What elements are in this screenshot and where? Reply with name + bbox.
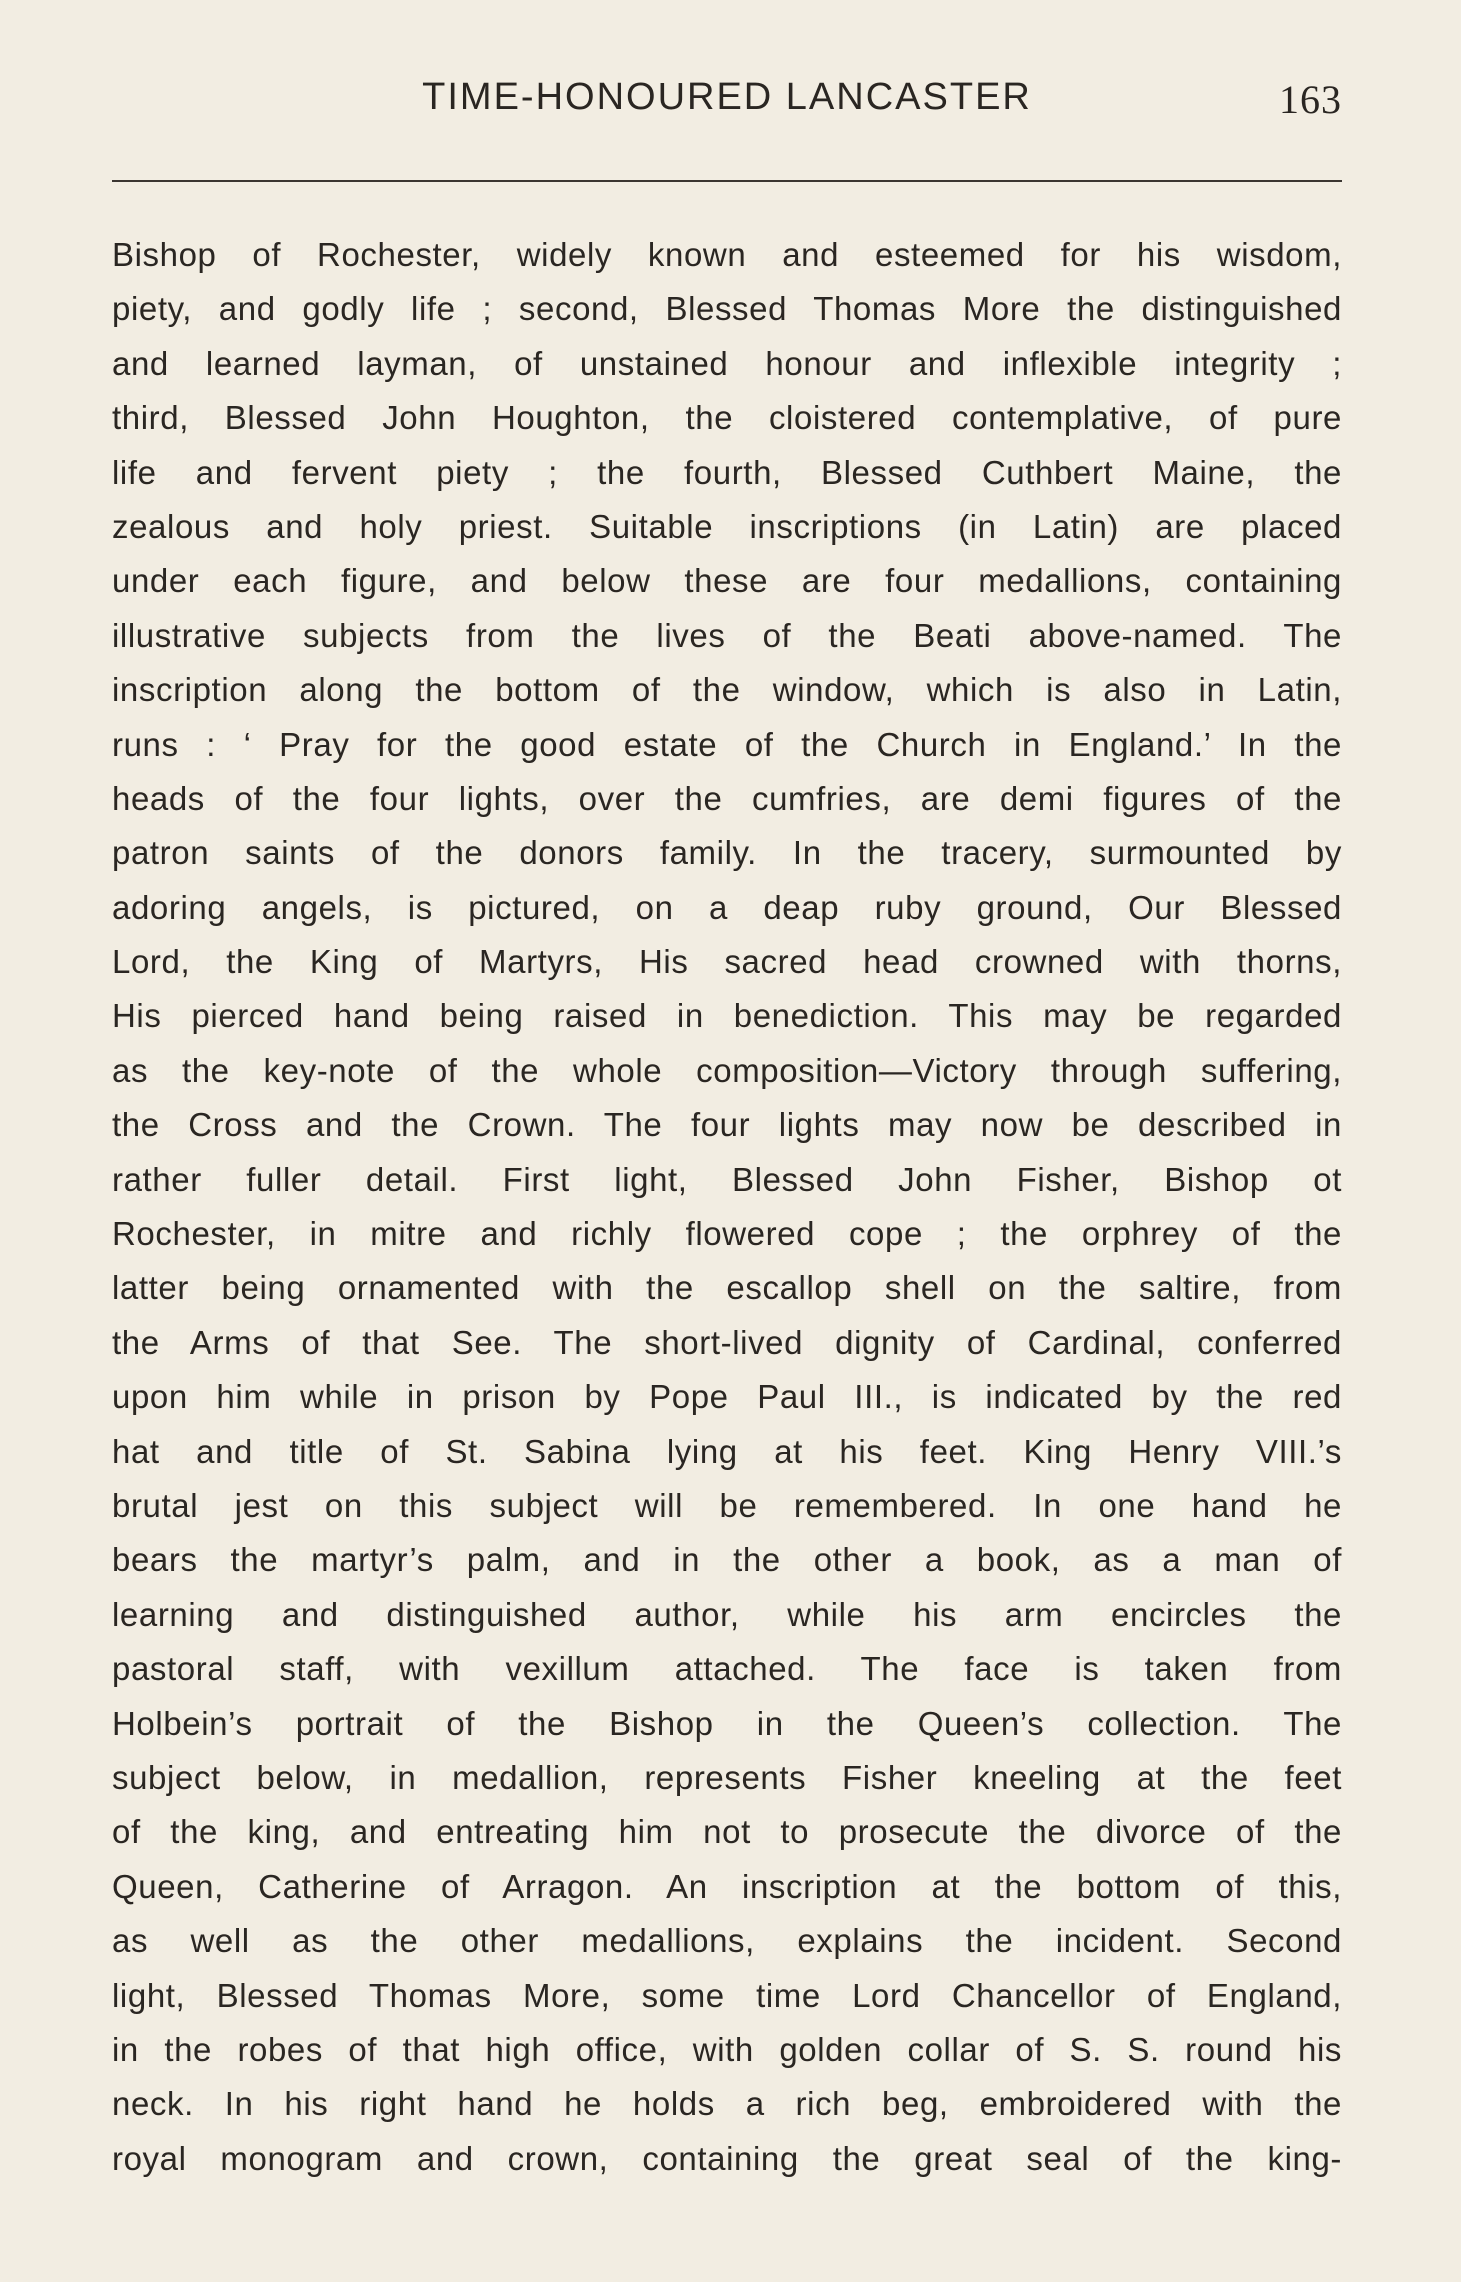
text-line: hat and title of St. Sabina lying at his feet. King Henry VIII.’s — [112, 1432, 1342, 1470]
text-line: of the king, and entreating him not to prosecute the divorce of the — [112, 1813, 1342, 1851]
text-line: pastoral staff, with vexillum attached. The face is taken from — [112, 1650, 1342, 1688]
text-line: Holbein’s portrait of the Bishop in the Queen’s collection. The — [112, 1704, 1342, 1742]
text-line: life and fervent piety ; the fourth, Blessed Cuthbert Maine, the — [112, 453, 1342, 491]
page-header — [112, 70, 1342, 130]
text-line: Bishop of Rochester, widely known and esteemed for his wisdom, — [112, 236, 1342, 273]
text-line: under each figure, and below these are four medallions, containing — [112, 562, 1342, 600]
text-line: neck. In his right hand he holds a rich beg, embroidered with the — [112, 2085, 1342, 2123]
running-title: TIME-HONOURED LANCASTER — [422, 76, 1032, 118]
text-line: upon him while in prison by Pope Paul III., is indicated by the red — [112, 1378, 1342, 1416]
text-line: zealous and holy priest. Suitable inscriptions (in Latin) are placed — [112, 507, 1342, 545]
body-text — [112, 228, 1342, 2186]
text-line: His pierced hand being raised in benediction. This may be regarded — [112, 997, 1342, 1035]
text-line: Queen, Catherine of Arragon. An inscription at the bottom of this, — [112, 1867, 1342, 1905]
text-line: in the robes of that high office, with golden collar of S. S. round his — [112, 2030, 1342, 2068]
text-line: Lord, the King of Martyrs, His sacred head crowned with thorns, — [112, 943, 1342, 981]
text-line: latter being ornamented with the escallop shell on the saltire, from — [112, 1269, 1342, 1307]
text-line: Rochester, in mitre and richly flowered cope ; the orphrey of the — [112, 1215, 1342, 1253]
text-line: heads of the four lights, over the cumfries, are demi figures of the — [112, 779, 1342, 817]
text-line: light, Blessed Thomas More, some time Lord Chancellor of England, — [112, 1976, 1342, 2014]
header-rule — [112, 180, 1342, 182]
text-line: the Arms of that See. The short-lived dignity of Cardinal, conferred — [112, 1323, 1342, 1361]
page-number: 163 — [1279, 77, 1342, 122]
text-line: the Cross and the Crown. The four lights may now be described in — [112, 1106, 1342, 1144]
text-line: illustrative subjects from the lives of the Beati above-named. The — [112, 616, 1342, 654]
text-line: piety, and godly life ; second, Blessed Thomas More the distinguished — [112, 290, 1342, 328]
text-line: adoring angels, is pictured, on a deap ruby ground, Our Blessed — [112, 888, 1342, 926]
text-line: subject below, in medallion, represents Fisher kneeling at the feet — [112, 1758, 1342, 1796]
text-line: inscription along the bottom of the window, which is also in Latin, — [112, 671, 1342, 709]
text-line: bears the martyr’s palm, and in the other a book, as a man of — [112, 1541, 1342, 1579]
text-line: brutal jest on this subject will be remembered. In one hand he — [112, 1486, 1342, 1524]
text-line: runs : ‘ Pray for the good estate of the Church in England.’ In the — [112, 725, 1342, 763]
text-line: and learned layman, of unstained honour and inflexible integrity ; — [112, 344, 1342, 382]
text-line: royal monogram and crown, containing the great seal of the king- — [112, 2139, 1342, 2177]
text-line: rather fuller detail. First light, Blessed John Fisher, Bishop ot — [112, 1160, 1342, 1198]
text-line: third, Blessed John Houghton, the cloistered contemplative, of pure — [112, 399, 1342, 437]
text-line: learning and distinguished author, while his arm encircles the — [112, 1595, 1342, 1633]
text-line: as the key-note of the whole composition—Victory through suffering, — [112, 1051, 1342, 1089]
text-line: patron saints of the donors family. In the tracery, surmounted by — [112, 834, 1342, 872]
text-line: as well as the other medallions, explains the incident. Second — [112, 1922, 1342, 1960]
